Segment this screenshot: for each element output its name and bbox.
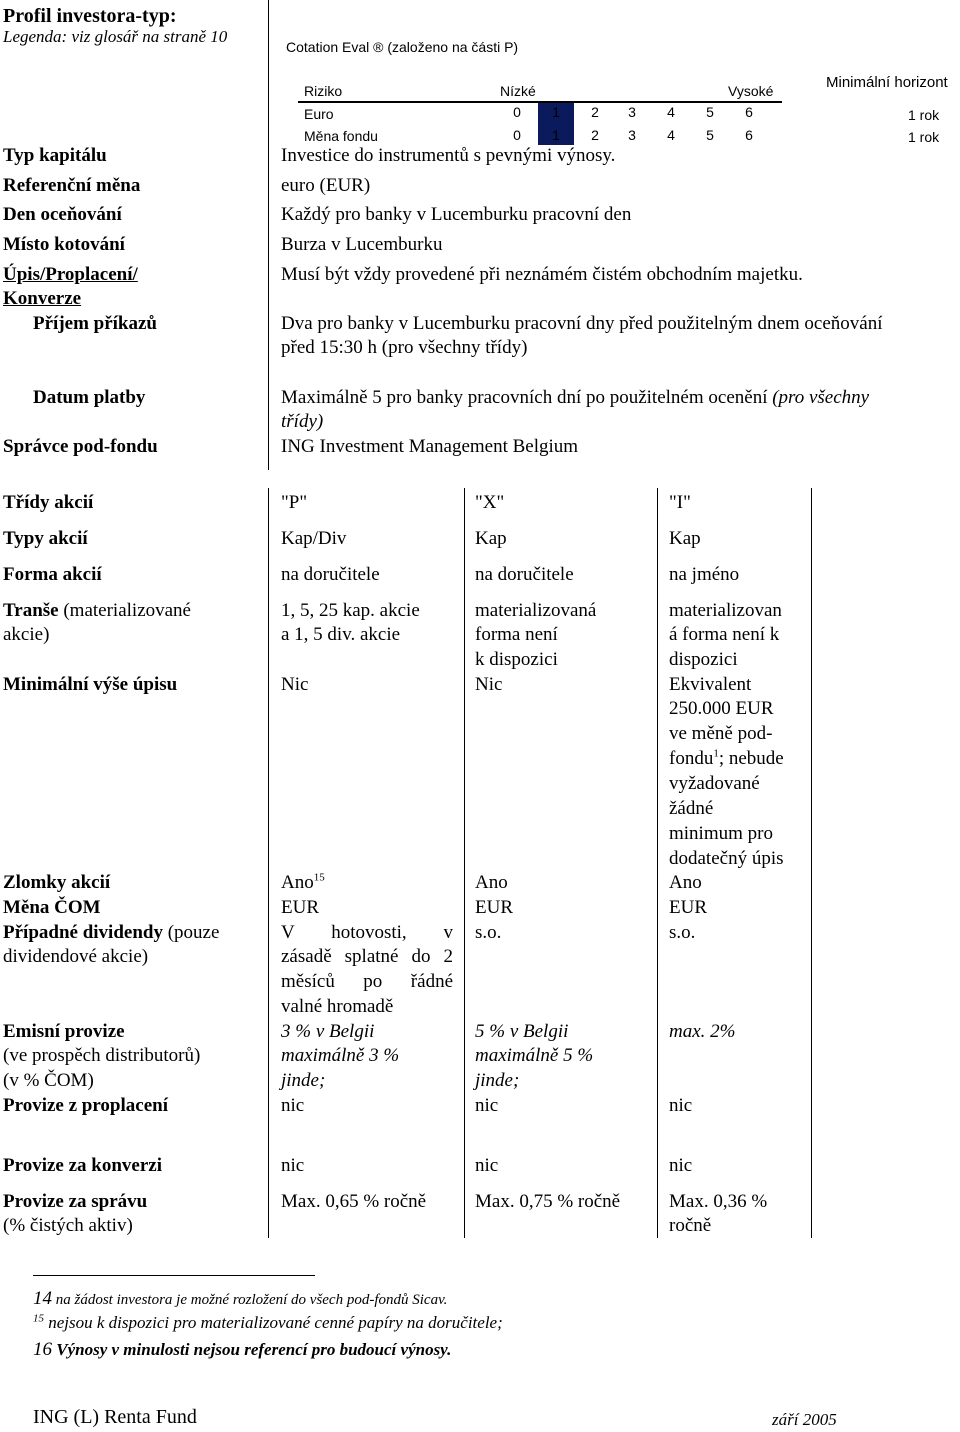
management-fee-i-2: ročně bbox=[669, 1215, 712, 1236]
dividends-p-2: zásadě splatné do 2 bbox=[281, 946, 453, 967]
label-order-receipt: Příjem příkazů bbox=[33, 313, 158, 334]
nav-currency-i: EUR bbox=[669, 897, 707, 918]
footnote-16: 16 Výnosy v minulosti nejsou referencí pro budoucí výnosy. bbox=[33, 1339, 452, 1360]
risk-value: 5 bbox=[706, 104, 714, 120]
share-form-x: na doručitele bbox=[475, 564, 574, 585]
nav-currency-p: EUR bbox=[281, 897, 319, 918]
risk-value: 4 bbox=[667, 104, 675, 120]
dividends-p-1: V hotovosti, v bbox=[281, 922, 453, 943]
cotation-text: Cotation Eval ® (založeno na části P) bbox=[286, 39, 519, 55]
label-conversion-fee: Provize za konverzi bbox=[3, 1155, 162, 1176]
value-reference-currency: euro (EUR) bbox=[281, 175, 371, 196]
dividends-p-3: měsíců po řádné bbox=[281, 971, 453, 992]
label-fractions: Zlomky akcií bbox=[3, 872, 111, 893]
horizon-currency: 1 rok bbox=[908, 129, 940, 145]
redemption-fee-p: nic bbox=[281, 1095, 305, 1116]
share-type-x: Kap bbox=[475, 528, 507, 549]
redemption-fee-i: nic bbox=[669, 1095, 693, 1116]
risk-high-label: Vysoké bbox=[728, 83, 774, 99]
label-conversion: Konverze bbox=[3, 288, 82, 309]
label-min-subscription: Minimální výše úpisu bbox=[3, 674, 178, 695]
horizon-header: Minimální horizont bbox=[826, 74, 948, 91]
label-payment-date: Datum platby bbox=[33, 387, 146, 408]
footer-fund-name: ING (L) Renta Fund bbox=[33, 1406, 197, 1428]
issue-fee-p-3: jinde; bbox=[281, 1070, 326, 1091]
fractions-i: Ano bbox=[669, 872, 702, 893]
class-header-i: "I" bbox=[669, 492, 691, 513]
value-order-receipt-2: před 15:30 h (pro všechny třídy) bbox=[281, 337, 528, 358]
risk-value: 4 bbox=[667, 127, 675, 143]
label-share-types: Typy akcií bbox=[3, 528, 88, 549]
conversion-fee-x: nic bbox=[475, 1155, 499, 1176]
legend-text: Legenda: viz glosář na straně 10 bbox=[3, 27, 228, 46]
management-fee-p: Max. 0,65 % ročně bbox=[281, 1191, 427, 1212]
risk-label: Riziko bbox=[304, 83, 343, 99]
risk-value-selected: 1 bbox=[552, 127, 560, 143]
share-type-i: Kap bbox=[669, 528, 701, 549]
risk-value: 3 bbox=[628, 127, 636, 143]
share-form-p: na doručitele bbox=[281, 564, 380, 585]
risk-value: 6 bbox=[745, 104, 753, 120]
tranche-x-2: forma není bbox=[475, 624, 558, 645]
risk-low-label: Nízké bbox=[500, 83, 536, 99]
issue-fee-p-2: maximálně 3 % bbox=[281, 1045, 400, 1066]
dividends-p-4: valné hromadě bbox=[281, 996, 394, 1017]
table-divider-3 bbox=[657, 488, 658, 1238]
risk-value: 0 bbox=[513, 127, 521, 143]
horizon-euro: 1 rok bbox=[908, 107, 940, 123]
label-listing-place: Místo kotování bbox=[3, 234, 125, 255]
issue-fee-i: max. 2% bbox=[669, 1021, 736, 1042]
footer-date: září 2005 bbox=[772, 1410, 837, 1429]
label-redemption-fee: Provize z proplacení bbox=[3, 1095, 168, 1116]
management-fee-x: Max. 0,75 % ročně bbox=[475, 1191, 621, 1212]
redemption-fee-x: nic bbox=[475, 1095, 499, 1116]
label-valuation-day: Den oceňování bbox=[3, 204, 122, 225]
min-subscription-i-7: minimum pro bbox=[669, 823, 773, 844]
risk-value: 0 bbox=[513, 104, 521, 120]
tranche-i-1: materializovan bbox=[669, 600, 782, 621]
table-divider-4 bbox=[811, 488, 812, 1238]
risk-row-currency-label: Měna fondu bbox=[304, 128, 378, 144]
min-subscription-i-5: vyžadované bbox=[669, 773, 760, 794]
risk-value: 5 bbox=[706, 127, 714, 143]
nav-currency-x: EUR bbox=[475, 897, 513, 918]
label-management-fee: Provize za správu bbox=[3, 1191, 148, 1212]
value-valuation-day: Každý pro banky v Lucemburku pracovní den bbox=[281, 204, 632, 225]
fractions-p: Ano$^{15}$ bbox=[281, 871, 325, 893]
value-capital-type: Investice do instrumentů s pevnými výnosy. bbox=[281, 145, 616, 166]
label-share-form: Forma akcií bbox=[3, 564, 102, 585]
tranche-i-3: dispozici bbox=[669, 649, 738, 670]
issue-fee-p-1: 3 % v Belgii bbox=[281, 1021, 375, 1042]
share-type-p: Kap/Div bbox=[281, 528, 347, 549]
conversion-fee-p: nic bbox=[281, 1155, 305, 1176]
label-reference-currency: Referenční měna bbox=[3, 175, 141, 196]
label-issue-fee: Emisní provize bbox=[3, 1021, 125, 1042]
tranche-p-1: 1, 5, 25 kap. akcie bbox=[281, 600, 420, 621]
management-fee-i-1: Max. 0,36 % bbox=[669, 1191, 768, 1212]
label-share-classes: Třídy akcií bbox=[3, 492, 94, 513]
share-form-i: na jméno bbox=[669, 564, 740, 585]
min-subscription-i-1: Ekvivalent bbox=[669, 674, 752, 695]
dividends-i: s.o. bbox=[669, 922, 696, 943]
min-subscription-i-8: dodatečný úpis bbox=[669, 848, 784, 869]
risk-row-euro-label: Euro bbox=[304, 106, 334, 122]
risk-value: 3 bbox=[628, 104, 636, 120]
min-subscription-i-6: žádné bbox=[669, 798, 714, 819]
label-dividends: Případné dividendy (pouze bbox=[3, 922, 220, 943]
footnote-15: $^{15}$ nejsou k dispozici pro materializované cenné papíry na doručitele; bbox=[33, 1312, 503, 1332]
footnote-rule bbox=[33, 1275, 315, 1276]
value-sub-fund-manager: ING Investment Management Belgium bbox=[281, 436, 579, 457]
dividends-x: s.o. bbox=[475, 922, 502, 943]
min-subscription-p: Nic bbox=[281, 674, 309, 695]
conversion-fee-i: nic bbox=[669, 1155, 693, 1176]
issue-fee-x-3: jinde; bbox=[475, 1070, 520, 1091]
value-payment-date-1: Maximálně 5 pro banky pracovních dní po použitelném ocenění (pro všechny bbox=[281, 387, 870, 408]
issue-fee-x-1: 5 % v Belgii bbox=[475, 1021, 569, 1042]
min-subscription-i-4: fondu$^1$; nebude bbox=[669, 747, 784, 769]
value-payment-date-2: třídy) bbox=[281, 411, 324, 432]
label-management-fee-2: (% čistých aktiv) bbox=[3, 1215, 133, 1236]
label-tranche: Tranše (materializované bbox=[3, 600, 191, 621]
tranche-i-2: á forma není k bbox=[669, 624, 780, 645]
value-subscription: Musí být vždy provedené při neznámém čistém obchodním majetku. bbox=[281, 264, 803, 285]
risk-value: 6 bbox=[745, 127, 753, 143]
table-divider-1 bbox=[268, 488, 269, 1238]
label-issue-fee-3: (v % ČOM) bbox=[3, 1070, 94, 1091]
label-tranche-2: akcie) bbox=[3, 624, 50, 645]
tranche-p-2: a 1, 5 div. akcie bbox=[281, 624, 401, 645]
min-subscription-i-3: ve měně pod- bbox=[669, 723, 773, 744]
min-subscription-x: Nic bbox=[475, 674, 503, 695]
fractions-x: Ano bbox=[475, 872, 508, 893]
table-divider-2 bbox=[464, 488, 465, 1238]
section-divider bbox=[268, 0, 269, 470]
class-header-x: "X" bbox=[475, 492, 505, 513]
label-dividends-2: dividendové akcie) bbox=[3, 946, 149, 967]
label-sub-fund-manager: Správce pod-fondu bbox=[3, 436, 158, 457]
class-header-p: "P" bbox=[281, 492, 308, 513]
min-subscription-i-2: 250.000 EUR bbox=[669, 698, 774, 719]
label-subscription: Úpis/Proplacení/ bbox=[3, 264, 138, 285]
value-order-receipt-1: Dva pro banky v Lucemburku pracovní dny před použitelným dnem oceňování bbox=[281, 313, 883, 334]
footnote-14: 14 na žádost investora je možné rozložení do všech pod-fondů Sicav. bbox=[33, 1288, 448, 1309]
tranche-x-3: k dispozici bbox=[475, 649, 558, 670]
risk-value-selected: 1 bbox=[552, 104, 560, 120]
value-listing-place: Burza v Lucemburku bbox=[281, 234, 443, 255]
risk-value: 2 bbox=[591, 127, 599, 143]
risk-value: 2 bbox=[591, 104, 599, 120]
label-nav-currency: Měna ČOM bbox=[3, 897, 101, 918]
label-issue-fee-2: (ve prospěch distributorů) bbox=[3, 1045, 201, 1066]
issue-fee-x-2: maximálně 5 % bbox=[475, 1045, 594, 1066]
tranche-x-1: materializovaná bbox=[475, 600, 597, 621]
profile-title: Profil investora-typ: bbox=[3, 5, 177, 27]
label-capital-type: Typ kapitálu bbox=[3, 145, 107, 166]
